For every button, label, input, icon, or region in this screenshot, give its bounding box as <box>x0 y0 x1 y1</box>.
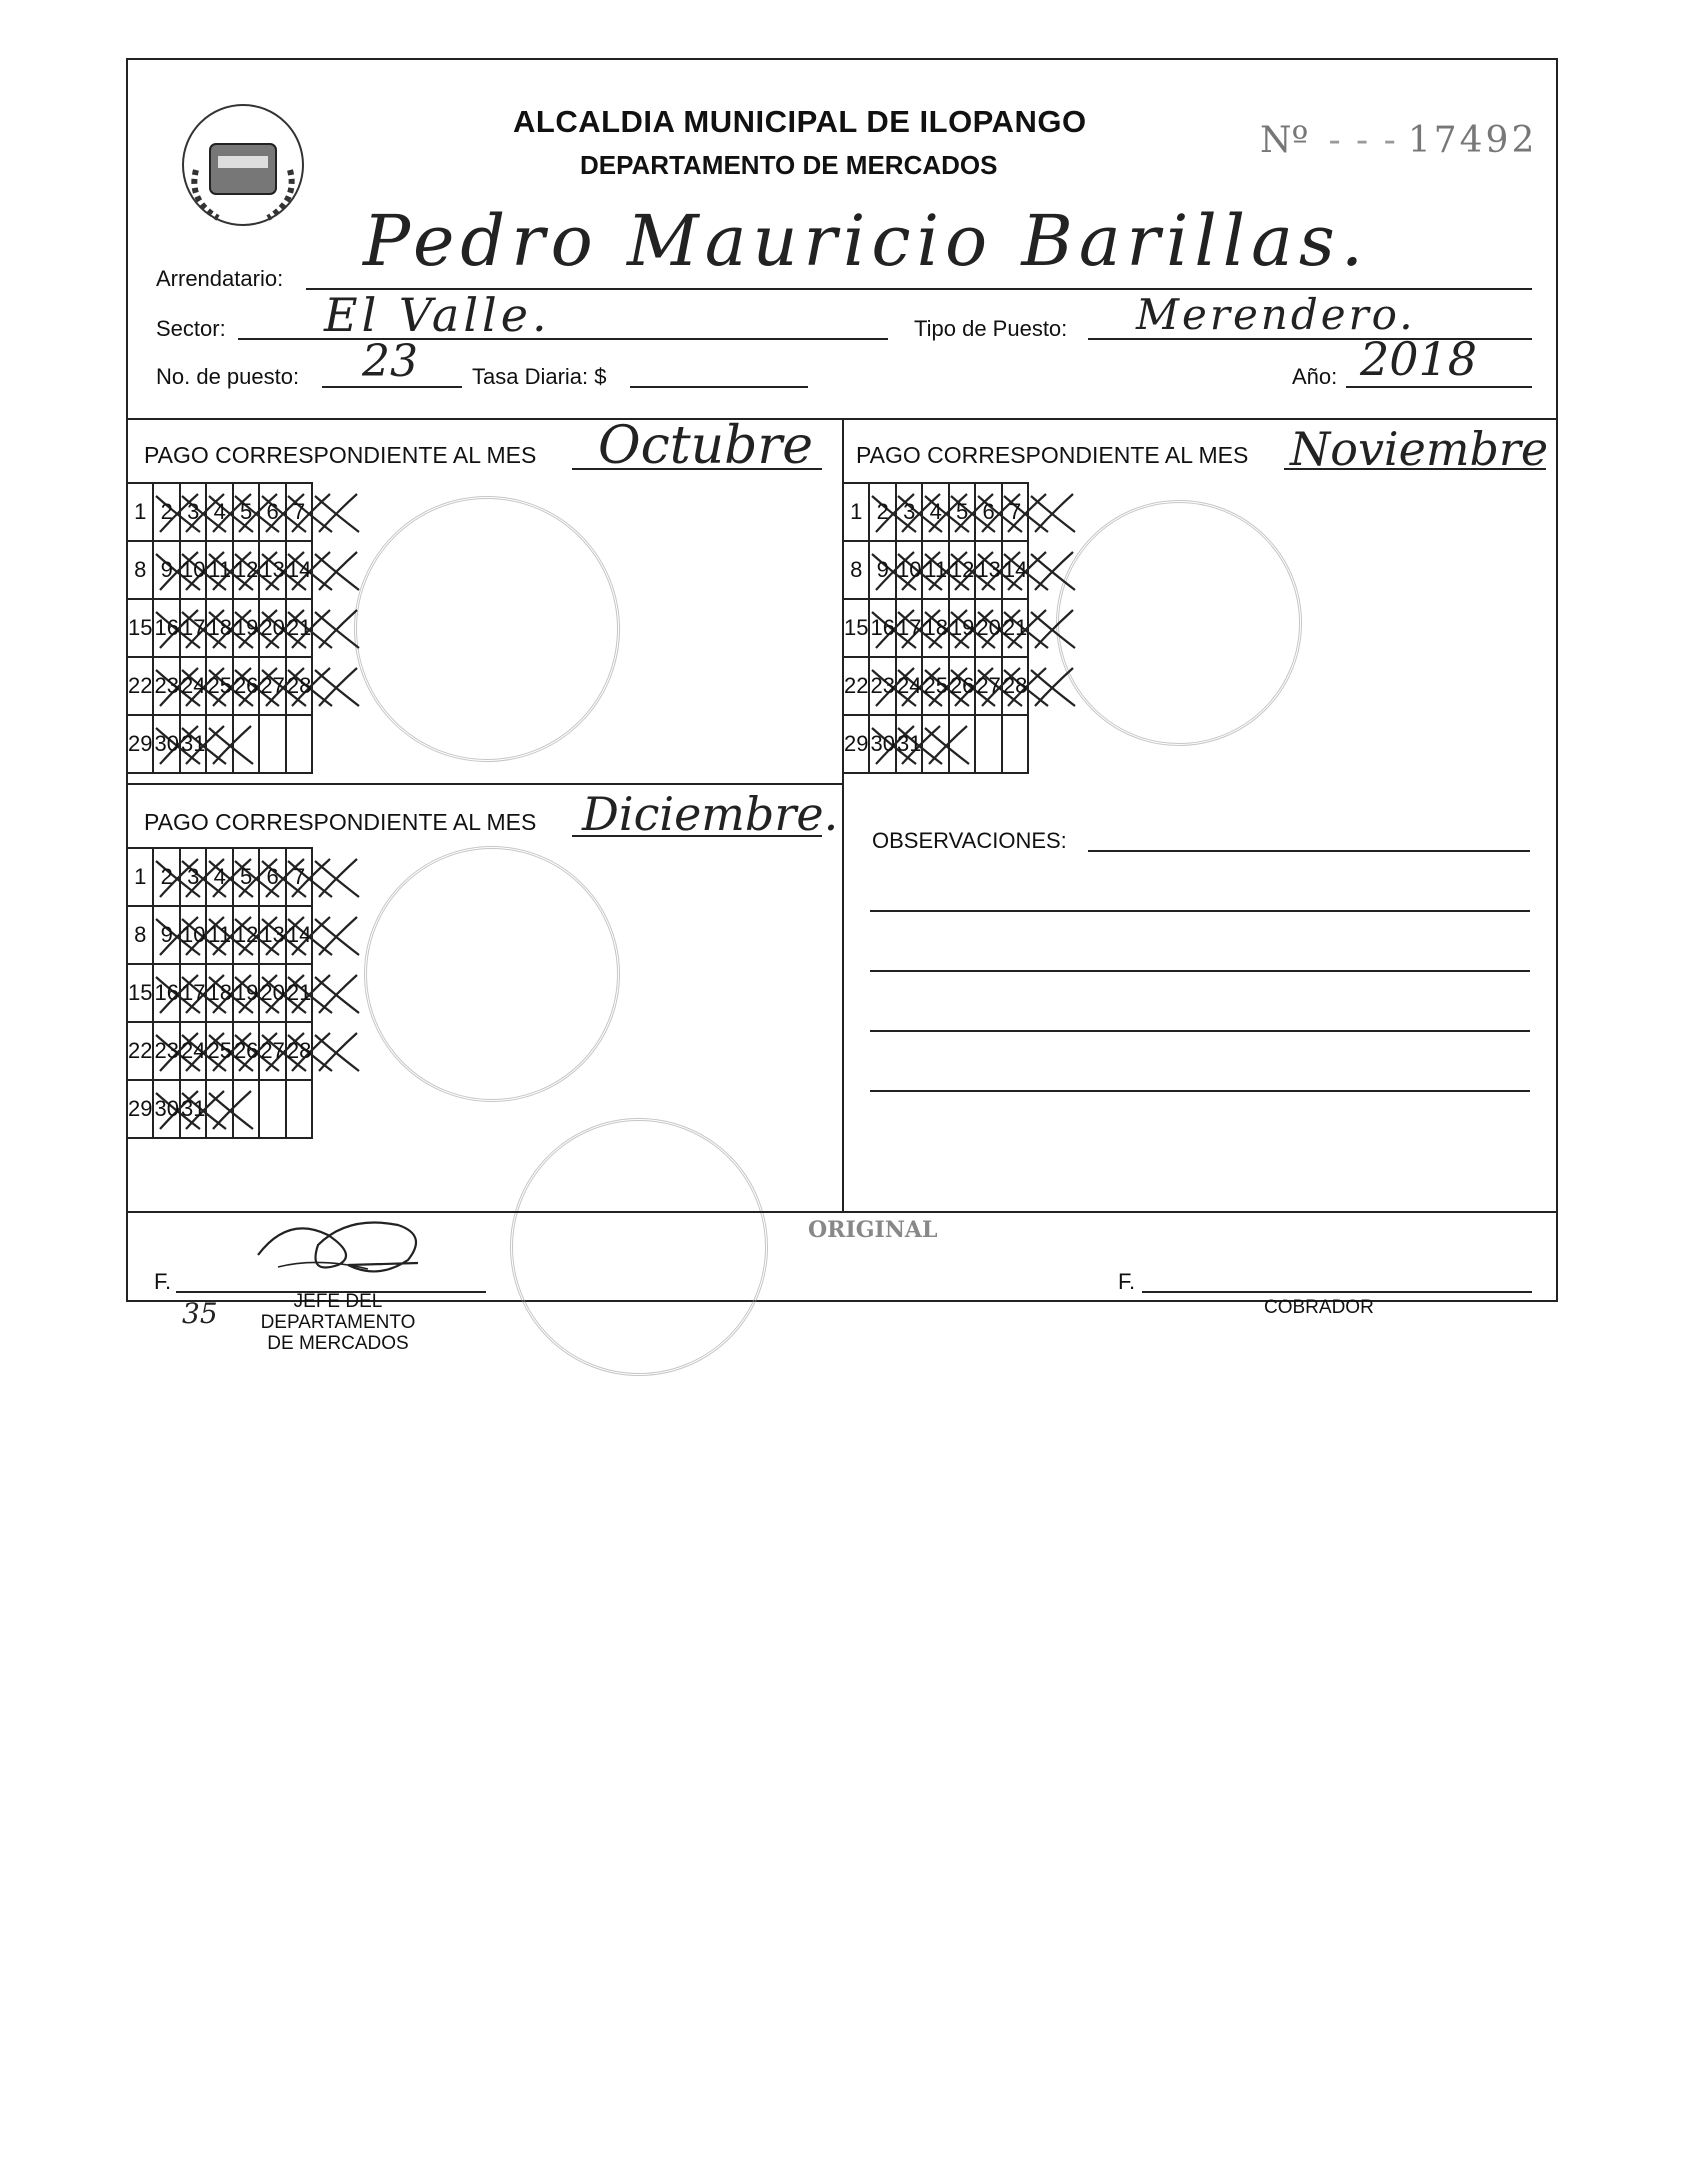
day-cell <box>843 715 869 773</box>
anio-value: 2018 <box>1360 332 1478 386</box>
paid-cross-icon <box>1025 548 1081 594</box>
day-number: 14 <box>286 557 312 582</box>
day-number: 17 <box>180 615 206 640</box>
day-number: 12 <box>949 557 975 582</box>
day-cell <box>843 657 869 715</box>
paid-cross-icon <box>309 664 365 710</box>
day-number: 31 <box>896 731 922 756</box>
f-right-label: F. <box>1118 1269 1136 1294</box>
day-number: 10 <box>180 557 206 582</box>
day-number: 31 <box>180 1096 206 1121</box>
day-number: 4 <box>929 499 942 524</box>
paid-cross-icon <box>309 971 365 1017</box>
day-number: 2 <box>160 864 173 889</box>
day-cell <box>127 541 153 599</box>
day-cell <box>127 964 153 1022</box>
paid-cross-icon <box>309 606 365 652</box>
day-number: 22 <box>128 673 153 698</box>
day-row <box>127 848 312 906</box>
day-number: 25 <box>207 1038 232 1063</box>
day-number: 18 <box>207 615 232 640</box>
day-row <box>127 1022 312 1080</box>
day-number: 27 <box>260 673 285 698</box>
month-value: Octubre <box>598 416 814 476</box>
f-right-line <box>1142 1291 1532 1293</box>
header-title: ALCALDIA MUNICIPAL DE ILOPANGO <box>513 104 1087 139</box>
day-number: 27 <box>260 1038 285 1063</box>
day-row <box>843 483 1028 541</box>
day-number: 7 <box>293 864 306 889</box>
day-number: 16 <box>154 980 179 1005</box>
day-number: 16 <box>870 615 895 640</box>
paid-cross-icon <box>1025 664 1081 710</box>
day-number: 26 <box>949 673 975 698</box>
day-cell <box>259 1080 285 1138</box>
day-cell <box>127 599 153 657</box>
day-number: 28 <box>286 1038 312 1063</box>
row-divider <box>128 783 842 785</box>
day-number: 11 <box>208 557 232 582</box>
month-value: Noviembre <box>1290 422 1549 476</box>
month-label: PAGO CORRESPONDIENTE AL MES <box>144 442 537 468</box>
month-value: Diciembre. <box>582 787 839 841</box>
day-number: 20 <box>976 615 1001 640</box>
original-label: ORIGINAL <box>808 1217 938 1243</box>
day-number: 23 <box>870 673 895 698</box>
day-number: 12 <box>233 557 259 582</box>
day-row <box>127 906 312 964</box>
paid-cross-icon <box>309 548 365 594</box>
day-number: 13 <box>976 557 1001 582</box>
day-row <box>127 964 312 1022</box>
day-number: 7 <box>293 499 306 524</box>
day-row <box>843 541 1028 599</box>
paid-cross-icon <box>1025 490 1081 536</box>
day-number: 8 <box>134 922 147 947</box>
obs-line-4 <box>870 1090 1530 1092</box>
day-row <box>843 657 1028 715</box>
day-row <box>127 541 312 599</box>
day-number: 21 <box>286 980 312 1005</box>
header-subtitle: DEPARTAMENTO DE MERCADOS <box>580 150 998 180</box>
anio-label: Año: <box>1292 364 1338 389</box>
day-number: 18 <box>923 615 948 640</box>
puesto-value: 23 <box>362 336 418 387</box>
paid-cross-icon <box>309 855 365 901</box>
day-number: 5 <box>240 864 253 889</box>
day-cell <box>259 715 285 773</box>
day-number: 8 <box>850 557 863 582</box>
day-number: 2 <box>876 499 889 524</box>
day-cell <box>127 657 153 715</box>
day-number: 20 <box>260 980 285 1005</box>
cobrador-label: COBRADOR <box>1264 1297 1374 1318</box>
arrendatario-value: Pedro Mauricio Barillas. <box>363 200 1370 282</box>
day-row <box>843 715 1028 773</box>
day-number: 16 <box>154 615 179 640</box>
paid-cross-icon <box>203 1087 259 1133</box>
jefe-caption <box>238 1291 438 1354</box>
observaciones-label: OBSERVACIONES: <box>872 828 1067 853</box>
day-cell <box>127 1080 153 1138</box>
tipo-value: Merendero. <box>1136 290 1416 339</box>
day-number: 24 <box>896 673 922 698</box>
day-cell <box>127 906 153 964</box>
day-number: 10 <box>896 557 922 582</box>
day-number: 17 <box>180 980 206 1005</box>
day-row <box>127 599 312 657</box>
day-row <box>127 1080 312 1138</box>
day-number: 13 <box>260 922 285 947</box>
month-label: PAGO CORRESPONDIENTE AL MES <box>144 809 537 835</box>
day-number: 3 <box>187 499 200 524</box>
tipo-label: Tipo de Puesto: <box>914 316 1068 341</box>
sector-value: El Valle. <box>324 288 551 342</box>
paid-cross-icon <box>1025 606 1081 652</box>
jefe-signature-icon <box>248 1205 448 1285</box>
day-number: 5 <box>956 499 969 524</box>
day-number: 23 <box>154 1038 179 1063</box>
day-number: 24 <box>180 1038 206 1063</box>
day-number: 4 <box>213 499 226 524</box>
day-cell <box>975 715 1001 773</box>
obs-line-2 <box>870 970 1530 972</box>
paid-cross-icon <box>309 1029 365 1075</box>
day-number: 11 <box>924 557 948 582</box>
day-number: 31 <box>180 731 206 756</box>
day-number: 20 <box>260 615 285 640</box>
day-number: 29 <box>128 1096 153 1121</box>
day-number: 7 <box>1009 499 1022 524</box>
receipt-form <box>126 58 1558 1354</box>
number-dashes: - - - <box>1328 120 1398 161</box>
obs-line-0 <box>1088 850 1530 852</box>
day-grid-noviembre <box>842 482 1029 774</box>
paid-cross-icon <box>309 490 365 536</box>
jefe-line1: JEFE DEL DEPARTAMENTO <box>260 1291 416 1333</box>
number-value: 17492 <box>1407 120 1538 161</box>
sello-diciembre-stamp <box>364 846 620 1102</box>
day-number: 3 <box>187 864 200 889</box>
day-number: 17 <box>896 615 922 640</box>
day-row <box>127 657 312 715</box>
paid-cross-icon <box>919 722 975 768</box>
day-cell <box>286 715 312 773</box>
day-number: 30 <box>154 731 179 756</box>
day-number: 12 <box>233 922 259 947</box>
day-cell <box>127 715 153 773</box>
day-cell <box>843 483 869 541</box>
day-number: 10 <box>180 922 206 947</box>
day-number: 9 <box>876 557 889 582</box>
day-number: 15 <box>128 615 153 640</box>
day-number: 1 <box>850 499 863 524</box>
day-number: 4 <box>213 864 226 889</box>
day-number: 6 <box>266 864 279 889</box>
receipt-header <box>128 60 1556 420</box>
day-number: 27 <box>976 673 1001 698</box>
day-number: 15 <box>844 615 869 640</box>
day-number: 8 <box>134 557 147 582</box>
arrendatario-label: Arrendatario: <box>156 266 284 291</box>
day-number: 9 <box>160 557 173 582</box>
anio-line <box>1346 386 1532 388</box>
sello-octubre-stamp <box>354 496 620 762</box>
paid-cross-icon <box>203 722 259 768</box>
obs-line-3 <box>870 1030 1530 1032</box>
day-number: 2 <box>160 499 173 524</box>
f-left-label: F. <box>154 1269 172 1294</box>
day-cell <box>127 848 153 906</box>
day-number: 6 <box>266 499 279 524</box>
day-number: 25 <box>207 673 232 698</box>
receipt-number <box>1260 120 1537 161</box>
day-number: 18 <box>207 980 232 1005</box>
day-number: 28 <box>1002 673 1028 698</box>
jefe-line2: DE MERCADOS <box>267 1333 409 1354</box>
puesto-label: No. de puesto: <box>156 364 300 389</box>
receipt-footer <box>128 1211 1556 1354</box>
paid-cross-icon <box>309 913 365 959</box>
day-grid-octubre <box>126 482 313 774</box>
day-cell <box>127 483 153 541</box>
day-number: 21 <box>286 615 312 640</box>
day-number: 26 <box>233 673 259 698</box>
day-number: 3 <box>903 499 916 524</box>
day-number: 14 <box>286 922 312 947</box>
day-number: 24 <box>180 673 206 698</box>
day-row <box>127 483 312 541</box>
day-cell <box>843 599 869 657</box>
day-number: 14 <box>1002 557 1028 582</box>
day-cell <box>286 1080 312 1138</box>
day-number: 26 <box>233 1038 259 1063</box>
day-number: 5 <box>240 499 253 524</box>
day-number: 22 <box>844 673 869 698</box>
sello-noviembre-stamp <box>1056 500 1302 746</box>
day-number: 30 <box>154 1096 179 1121</box>
day-number: 22 <box>128 1038 153 1063</box>
tasa-line <box>630 386 808 388</box>
day-number: 19 <box>233 980 259 1005</box>
month-label: PAGO CORRESPONDIENTE AL MES <box>856 442 1249 468</box>
day-number: 9 <box>160 922 173 947</box>
day-cell <box>127 1022 153 1080</box>
day-number: 11 <box>208 922 232 947</box>
day-number: 29 <box>128 731 153 756</box>
day-row <box>127 715 312 773</box>
number-label: Nº <box>1260 120 1309 161</box>
tasa-label: Tasa Diaria: $ <box>472 364 607 389</box>
sector-label: Sector: <box>156 316 226 341</box>
day-number: 1 <box>134 499 147 524</box>
day-number: 28 <box>286 673 312 698</box>
jefe-mark: 35 <box>182 1297 218 1330</box>
day-number: 30 <box>870 731 895 756</box>
day-cell <box>843 541 869 599</box>
day-number: 23 <box>154 673 179 698</box>
day-number: 25 <box>923 673 948 698</box>
day-number: 21 <box>1002 615 1028 640</box>
day-number: 15 <box>128 980 153 1005</box>
day-cell <box>1002 715 1028 773</box>
day-number: 6 <box>982 499 995 524</box>
day-number: 19 <box>233 615 259 640</box>
day-number: 1 <box>134 864 147 889</box>
day-number: 29 <box>844 731 869 756</box>
municipal-seal-icon <box>178 100 308 230</box>
day-number: 19 <box>949 615 975 640</box>
day-row <box>843 599 1028 657</box>
day-number: 13 <box>260 557 285 582</box>
day-grid-diciembre <box>126 847 313 1139</box>
obs-line-1 <box>870 910 1530 912</box>
